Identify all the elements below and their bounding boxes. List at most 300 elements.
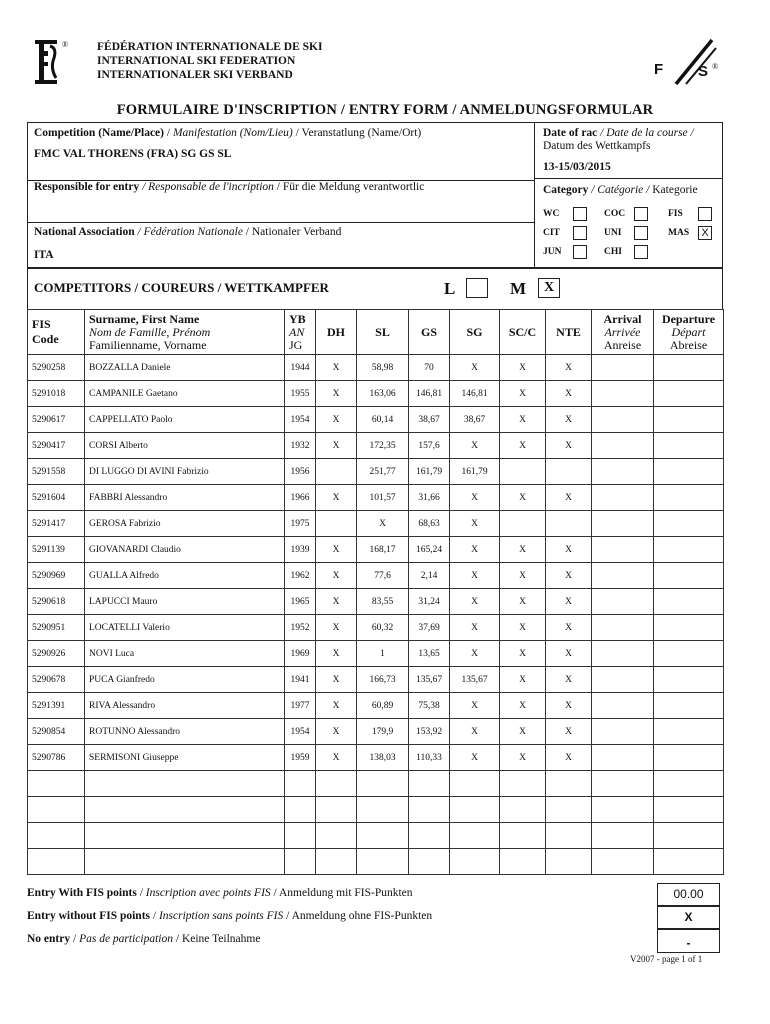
cell-scc[interactable]: [500, 771, 546, 797]
col-sl: SL: [357, 310, 409, 355]
cell-name[interactable]: CAMPANILE Gaetano: [85, 381, 285, 407]
cell-scc[interactable]: X: [500, 641, 546, 667]
cell-name[interactable]: GEROSA Fabrizio: [85, 511, 285, 537]
table-row: [28, 433, 724, 459]
cell-nte[interactable]: X: [546, 667, 592, 693]
cell-departure[interactable]: [654, 641, 724, 667]
cell-sg[interactable]: 38,67: [450, 407, 500, 433]
cell-sl[interactable]: X: [357, 511, 409, 537]
cell-sl[interactable]: [357, 797, 409, 823]
col-sg: SG: [450, 310, 500, 355]
cell-arrival[interactable]: [592, 771, 654, 797]
cell-name[interactable]: GIOVANARDI Claudio: [85, 537, 285, 563]
cell-nte[interactable]: [546, 797, 592, 823]
cell-yb[interactable]: 1962: [285, 563, 316, 589]
cell-departure[interactable]: [654, 589, 724, 615]
cell-scc[interactable]: X: [500, 381, 546, 407]
cell-sl[interactable]: [357, 849, 409, 875]
cell-name[interactable]: RIVA Alessandro: [85, 693, 285, 719]
cell-departure[interactable]: [654, 745, 724, 771]
cell-sg[interactable]: 161,79: [450, 459, 500, 485]
cell-arrival[interactable]: [592, 563, 654, 589]
cell-arrival[interactable]: [592, 745, 654, 771]
cell-name[interactable]: ROTUNNO Alessandro: [85, 719, 285, 745]
cell-yb[interactable]: [285, 797, 316, 823]
registered-mark-left: ®: [62, 40, 69, 49]
table-row: [28, 407, 724, 433]
cell-code[interactable]: [28, 771, 85, 797]
cell-arrival[interactable]: [592, 823, 654, 849]
cell-yb[interactable]: 1954: [285, 407, 316, 433]
cell-code[interactable]: 5291558: [28, 459, 85, 485]
cell-yb[interactable]: 1955: [285, 381, 316, 407]
cell-arrival[interactable]: [592, 615, 654, 641]
cell-yb[interactable]: 1977: [285, 693, 316, 719]
cell-name[interactable]: LAPUCCI Mauro: [85, 589, 285, 615]
cell-sg[interactable]: X: [450, 641, 500, 667]
cell-departure[interactable]: [654, 485, 724, 511]
col-dh: DH: [316, 310, 357, 355]
cell-code[interactable]: 5290926: [28, 641, 85, 667]
cell-departure[interactable]: [654, 667, 724, 693]
cell-nte[interactable]: X: [546, 589, 592, 615]
cell-gs[interactable]: 153,92: [409, 719, 450, 745]
cell-code[interactable]: 5290786: [28, 745, 85, 771]
competition-value[interactable]: FMC VAL THORENS (FRA) SG GS SL: [34, 148, 232, 160]
table-row: [28, 745, 724, 771]
cell-nte[interactable]: X: [546, 381, 592, 407]
cell-scc[interactable]: [500, 849, 546, 875]
cell-yb[interactable]: 1966: [285, 485, 316, 511]
cell-arrival[interactable]: [592, 693, 654, 719]
table-row: [28, 849, 724, 875]
cell-scc[interactable]: X: [500, 433, 546, 459]
cell-sl[interactable]: 60,89: [357, 693, 409, 719]
cell-gs[interactable]: 161,79: [409, 459, 450, 485]
cell-sl[interactable]: 1: [357, 641, 409, 667]
cell-departure[interactable]: [654, 433, 724, 459]
cell-code[interactable]: [28, 823, 85, 849]
cell-departure[interactable]: [654, 615, 724, 641]
category-chi-checkbox[interactable]: [634, 245, 648, 259]
cell-sg[interactable]: X: [450, 511, 500, 537]
cell-sg[interactable]: X: [450, 615, 500, 641]
cell-yb[interactable]: 1959: [285, 745, 316, 771]
cell-sl[interactable]: 166,73: [357, 667, 409, 693]
cell-code[interactable]: 5290417: [28, 433, 85, 459]
cell-dh[interactable]: X: [316, 719, 357, 745]
cell-departure[interactable]: [654, 693, 724, 719]
cell-yb[interactable]: 1944: [285, 355, 316, 381]
cell-nte[interactable]: [546, 511, 592, 537]
cell-name[interactable]: CAPPELLATO Paolo: [85, 407, 285, 433]
cell-sl[interactable]: 83,55: [357, 589, 409, 615]
table-row: [28, 485, 724, 511]
cell-departure[interactable]: [654, 563, 724, 589]
cell-name[interactable]: DI LUGGO DI AVINI Fabrizio: [85, 459, 285, 485]
cell-scc[interactable]: X: [500, 693, 546, 719]
divider-horizontal: [27, 222, 535, 223]
cell-dh[interactable]: X: [316, 407, 357, 433]
cell-scc[interactable]: [500, 459, 546, 485]
category-cit-checkbox[interactable]: [573, 226, 587, 240]
cell-name[interactable]: PUCA Gianfredo: [85, 667, 285, 693]
cell-arrival[interactable]: [592, 485, 654, 511]
cell-sl[interactable]: 60,32: [357, 615, 409, 641]
cell-scc[interactable]: [500, 797, 546, 823]
cell-sl[interactable]: 172,35: [357, 433, 409, 459]
cell-gs[interactable]: 146,81: [409, 381, 450, 407]
cell-dh[interactable]: [316, 771, 357, 797]
cell-nte[interactable]: X: [546, 693, 592, 719]
cell-dh[interactable]: X: [316, 563, 357, 589]
cell-sg[interactable]: X: [450, 745, 500, 771]
table-row: [28, 563, 724, 589]
cell-nte[interactable]: X: [546, 641, 592, 667]
org-name-block: [97, 40, 322, 82]
col-fis-code: FIS Code: [28, 310, 85, 355]
gender-l-label: L: [444, 279, 456, 298]
cell-name[interactable]: GUALLA Alfredo: [85, 563, 285, 589]
cell-sg[interactable]: X: [450, 537, 500, 563]
cell-sl[interactable]: 168,17: [357, 537, 409, 563]
cell-gs[interactable]: 70: [409, 355, 450, 381]
col-arrival: Arrival Arrivée Anreise: [592, 310, 654, 355]
cell-dh[interactable]: X: [316, 433, 357, 459]
cell-sg[interactable]: X: [450, 355, 500, 381]
cell-nte[interactable]: X: [546, 563, 592, 589]
with-points-box[interactable]: 00.00: [657, 883, 720, 906]
col-departure: Departure Départ Abreise: [654, 310, 724, 355]
cell-nte[interactable]: X: [546, 433, 592, 459]
category-fis-checkbox[interactable]: [698, 207, 712, 221]
category-mas-label: MAS: [668, 228, 690, 238]
category-fis-label: FIS: [668, 209, 683, 219]
category-chi-label: CHI: [604, 247, 622, 257]
category-uni-label: UNI: [604, 228, 622, 238]
cell-scc[interactable]: X: [500, 485, 546, 511]
without-points-box[interactable]: X: [657, 906, 720, 929]
cell-arrival[interactable]: [592, 719, 654, 745]
cell-sl[interactable]: 101,57: [357, 485, 409, 511]
cell-departure[interactable]: [654, 537, 724, 563]
table-row: [28, 771, 724, 797]
cell-code[interactable]: 5291417: [28, 511, 85, 537]
table-header-row: [28, 310, 724, 355]
table-row: [28, 667, 724, 693]
cell-yb[interactable]: 1956: [285, 459, 316, 485]
col-nte: NTE: [546, 310, 592, 355]
cell-yb[interactable]: 1965: [285, 589, 316, 615]
cell-arrival[interactable]: [592, 459, 654, 485]
table-row: [28, 537, 724, 563]
cell-scc[interactable]: X: [500, 719, 546, 745]
cell-sg[interactable]: [450, 823, 500, 849]
cell-gs[interactable]: 37,69: [409, 615, 450, 641]
cell-sg[interactable]: X: [450, 433, 500, 459]
cell-yb[interactable]: 1939: [285, 537, 316, 563]
form-title: FORMULAIRE D'INSCRIPTION / ENTRY FORM / ANMELDUNGSFORMULAR: [116, 102, 654, 118]
category-coc-checkbox[interactable]: [634, 207, 648, 221]
cell-name[interactable]: [85, 771, 285, 797]
cell-sg[interactable]: X: [450, 589, 500, 615]
cell-name[interactable]: [85, 797, 285, 823]
cell-nte[interactable]: X: [546, 407, 592, 433]
cell-code[interactable]: [28, 797, 85, 823]
cell-scc[interactable]: [500, 511, 546, 537]
cell-nte[interactable]: X: [546, 615, 592, 641]
svg-text:S: S: [698, 63, 709, 80]
col-gs: GS: [409, 310, 450, 355]
competitors-title: COMPETITORS / COUREURS / WETTKAMPFER: [34, 280, 329, 295]
category-label: Category / Catégorie / Kategorie: [543, 184, 698, 196]
cell-arrival[interactable]: [592, 589, 654, 615]
cell-yb[interactable]: [285, 823, 316, 849]
category-wc-checkbox[interactable]: [573, 207, 587, 221]
cell-name[interactable]: LOCATELLI Valerio: [85, 615, 285, 641]
org-name-en: INTERNATIONAL SKI FEDERATION: [97, 55, 296, 67]
cell-dh[interactable]: X: [316, 537, 357, 563]
table-row: [28, 719, 724, 745]
cell-code[interactable]: 5291139: [28, 537, 85, 563]
cell-scc[interactable]: X: [500, 407, 546, 433]
cell-name[interactable]: BOZZALLA Daniele: [85, 355, 285, 381]
no-entry: No entry / Pas de participation / Keine Teilnahme: [27, 933, 261, 945]
cell-dh[interactable]: [316, 459, 357, 485]
cell-yb[interactable]: [285, 849, 316, 875]
cell-departure[interactable]: [654, 823, 724, 849]
cell-code[interactable]: 5291018: [28, 381, 85, 407]
date-label: Date of rac / Date de la course / Datum des Wettkampfs: [543, 127, 694, 152]
category-jun-checkbox[interactable]: [573, 245, 587, 259]
cell-yb[interactable]: 1954: [285, 719, 316, 745]
cell-departure[interactable]: [654, 849, 724, 875]
cell-dh[interactable]: [316, 797, 357, 823]
cell-nte[interactable]: X: [546, 719, 592, 745]
cell-code[interactable]: 5290969: [28, 563, 85, 589]
cell-nte[interactable]: X: [546, 537, 592, 563]
entry-without-points: Entry without FIS points / Inscription sans points FIS / Anmeldung ohne FIS-Punkten: [27, 910, 433, 922]
cell-departure[interactable]: [654, 407, 724, 433]
category-cit-label: CIT: [543, 228, 560, 238]
cell-sg[interactable]: X: [450, 719, 500, 745]
national-association-value[interactable]: ITA: [34, 249, 54, 261]
cell-nte[interactable]: X: [546, 745, 592, 771]
table-row: [28, 381, 724, 407]
cell-dh[interactable]: X: [316, 615, 357, 641]
cell-arrival[interactable]: [592, 641, 654, 667]
competitors-table: [27, 309, 724, 875]
cell-sl[interactable]: 138,03: [357, 745, 409, 771]
table-row: [28, 797, 724, 823]
cell-sl[interactable]: [357, 771, 409, 797]
cell-nte[interactable]: [546, 771, 592, 797]
gender-l-checkbox[interactable]: [466, 278, 488, 298]
table-row: [28, 355, 724, 381]
cell-dh[interactable]: X: [316, 485, 357, 511]
cell-name[interactable]: [85, 849, 285, 875]
cell-code[interactable]: 5290678: [28, 667, 85, 693]
gender-m-label: M: [510, 279, 527, 298]
cell-dh[interactable]: X: [316, 693, 357, 719]
cell-departure[interactable]: [654, 381, 724, 407]
cell-nte[interactable]: X: [546, 355, 592, 381]
cell-sl[interactable]: 77,6: [357, 563, 409, 589]
cell-dh[interactable]: X: [316, 745, 357, 771]
cell-yb[interactable]: 1952: [285, 615, 316, 641]
cell-yb[interactable]: 1941: [285, 667, 316, 693]
divider-vertical: [534, 122, 535, 268]
cell-sl[interactable]: 58,98: [357, 355, 409, 381]
cell-sl[interactable]: 251,77: [357, 459, 409, 485]
org-name-de: INTERNATIONALER SKI VERBAND: [97, 69, 293, 81]
cell-departure[interactable]: [654, 797, 724, 823]
cell-scc[interactable]: X: [500, 589, 546, 615]
cell-gs[interactable]: [409, 797, 450, 823]
col-yb: YB AN JG: [285, 310, 316, 355]
table-row: [28, 511, 724, 537]
table-row: [28, 589, 724, 615]
cell-gs[interactable]: 68,63: [409, 511, 450, 537]
cell-gs[interactable]: 157,6: [409, 433, 450, 459]
cell-departure[interactable]: [654, 719, 724, 745]
cell-gs[interactable]: [409, 771, 450, 797]
cell-code[interactable]: [28, 849, 85, 875]
cell-sg[interactable]: X: [450, 485, 500, 511]
cell-name[interactable]: FABBRI Alessandro: [85, 485, 285, 511]
cell-sg[interactable]: 135,67: [450, 667, 500, 693]
col-name: Surname, First Name Nom de Famille, Prénom Familienname, Vorname: [85, 310, 285, 355]
cell-dh[interactable]: X: [316, 667, 357, 693]
cell-nte[interactable]: [546, 849, 592, 875]
cell-arrival[interactable]: [592, 537, 654, 563]
cell-gs[interactable]: 31,24: [409, 589, 450, 615]
cell-dh[interactable]: X: [316, 381, 357, 407]
cell-arrival[interactable]: [592, 667, 654, 693]
cell-scc[interactable]: X: [500, 745, 546, 771]
entry-with-points: Entry With FIS points / Inscription avec points FIS / Anmeldung mit FIS-Punkten: [27, 887, 413, 899]
cell-code[interactable]: 5290618: [28, 589, 85, 615]
cell-dh[interactable]: X: [316, 355, 357, 381]
cell-code[interactable]: 5290854: [28, 719, 85, 745]
category-jun-label: JUN: [543, 247, 562, 257]
cell-gs[interactable]: 75,38: [409, 693, 450, 719]
cell-sg[interactable]: [450, 771, 500, 797]
cell-yb[interactable]: [285, 771, 316, 797]
cell-scc[interactable]: X: [500, 355, 546, 381]
cell-yb[interactable]: 1932: [285, 433, 316, 459]
table-row: [28, 459, 724, 485]
table-row: [28, 615, 724, 641]
cell-sl[interactable]: 60,14: [357, 407, 409, 433]
cell-scc[interactable]: X: [500, 615, 546, 641]
cell-scc[interactable]: X: [500, 537, 546, 563]
cell-dh[interactable]: X: [316, 641, 357, 667]
category-mas-checkbox[interactable]: X: [698, 226, 712, 240]
cell-scc[interactable]: [500, 823, 546, 849]
cell-departure[interactable]: [654, 459, 724, 485]
cell-dh[interactable]: [316, 823, 357, 849]
cell-sg[interactable]: 146,81: [450, 381, 500, 407]
svg-text:F: F: [654, 61, 664, 78]
cell-name[interactable]: SERMISONI Giuseppe: [85, 745, 285, 771]
version-label: V2007 - page 1 of 1: [630, 954, 703, 964]
cell-arrival[interactable]: [592, 433, 654, 459]
cell-gs[interactable]: 165,24: [409, 537, 450, 563]
cell-nte[interactable]: X: [546, 485, 592, 511]
cell-gs[interactable]: [409, 849, 450, 875]
cell-scc[interactable]: X: [500, 563, 546, 589]
cell-dh[interactable]: [316, 849, 357, 875]
cell-name[interactable]: NOVI Luca: [85, 641, 285, 667]
cell-gs[interactable]: 13,65: [409, 641, 450, 667]
cell-gs[interactable]: 135,67: [409, 667, 450, 693]
cell-code[interactable]: 5291604: [28, 485, 85, 511]
cell-sg[interactable]: [450, 797, 500, 823]
competition-label: Competition (Name/Place) / Manifestation (Nom/Lieu) / Veranstatlung (Name/Ort): [34, 127, 422, 139]
cell-departure[interactable]: [654, 511, 724, 537]
cell-name[interactable]: [85, 823, 285, 849]
cell-gs[interactable]: [409, 823, 450, 849]
cell-code[interactable]: 5290617: [28, 407, 85, 433]
table-row: [28, 693, 724, 719]
category-coc-label: COC: [604, 209, 626, 219]
cell-arrival[interactable]: [592, 511, 654, 537]
cell-yb[interactable]: 1969: [285, 641, 316, 667]
cell-departure[interactable]: [654, 771, 724, 797]
date-value[interactable]: 13-15/03/2015: [543, 161, 611, 173]
cell-dh[interactable]: X: [316, 589, 357, 615]
registered-mark-right: ®: [712, 62, 719, 71]
cell-arrival[interactable]: [592, 381, 654, 407]
cell-nte[interactable]: [546, 459, 592, 485]
cell-arrival[interactable]: [592, 797, 654, 823]
cell-name[interactable]: CORSI Alberto: [85, 433, 285, 459]
cell-gs[interactable]: 38,67: [409, 407, 450, 433]
cell-code[interactable]: 5290951: [28, 615, 85, 641]
cell-gs[interactable]: 110,33: [409, 745, 450, 771]
col-scc: SC/C: [500, 310, 546, 355]
cell-code[interactable]: 5290258: [28, 355, 85, 381]
cell-departure[interactable]: [654, 355, 724, 381]
cell-arrival[interactable]: [592, 355, 654, 381]
cell-sg[interactable]: X: [450, 563, 500, 589]
cell-dh[interactable]: [316, 511, 357, 537]
table-row: [28, 823, 724, 849]
cell-arrival[interactable]: [592, 849, 654, 875]
cell-gs[interactable]: 31,66: [409, 485, 450, 511]
category-uni-checkbox[interactable]: [634, 226, 648, 240]
cell-yb[interactable]: 1975: [285, 511, 316, 537]
cell-sl[interactable]: 179,9: [357, 719, 409, 745]
no-entry-box[interactable]: -: [657, 929, 720, 953]
cell-sg[interactable]: X: [450, 693, 500, 719]
cell-code[interactable]: 5291391: [28, 693, 85, 719]
cell-gs[interactable]: 2,14: [409, 563, 450, 589]
cell-sl[interactable]: [357, 823, 409, 849]
cell-sl[interactable]: 163,06: [357, 381, 409, 407]
org-name-fr: FÉDÉRATION INTERNATIONALE DE SKI: [97, 41, 323, 53]
cell-scc[interactable]: X: [500, 667, 546, 693]
national-association-label: National Association / Fédération Nationale / Nationaler Verband: [34, 226, 342, 238]
cell-nte[interactable]: [546, 823, 592, 849]
table-row: [28, 641, 724, 667]
cell-sg[interactable]: [450, 849, 500, 875]
gender-m-checkbox[interactable]: X: [538, 278, 560, 298]
cell-arrival[interactable]: [592, 407, 654, 433]
divider-horizontal: [534, 178, 723, 179]
responsible-label: Responsible for entry / Responsable de l'incription / Für die Meldung verantwortlic: [34, 181, 425, 193]
